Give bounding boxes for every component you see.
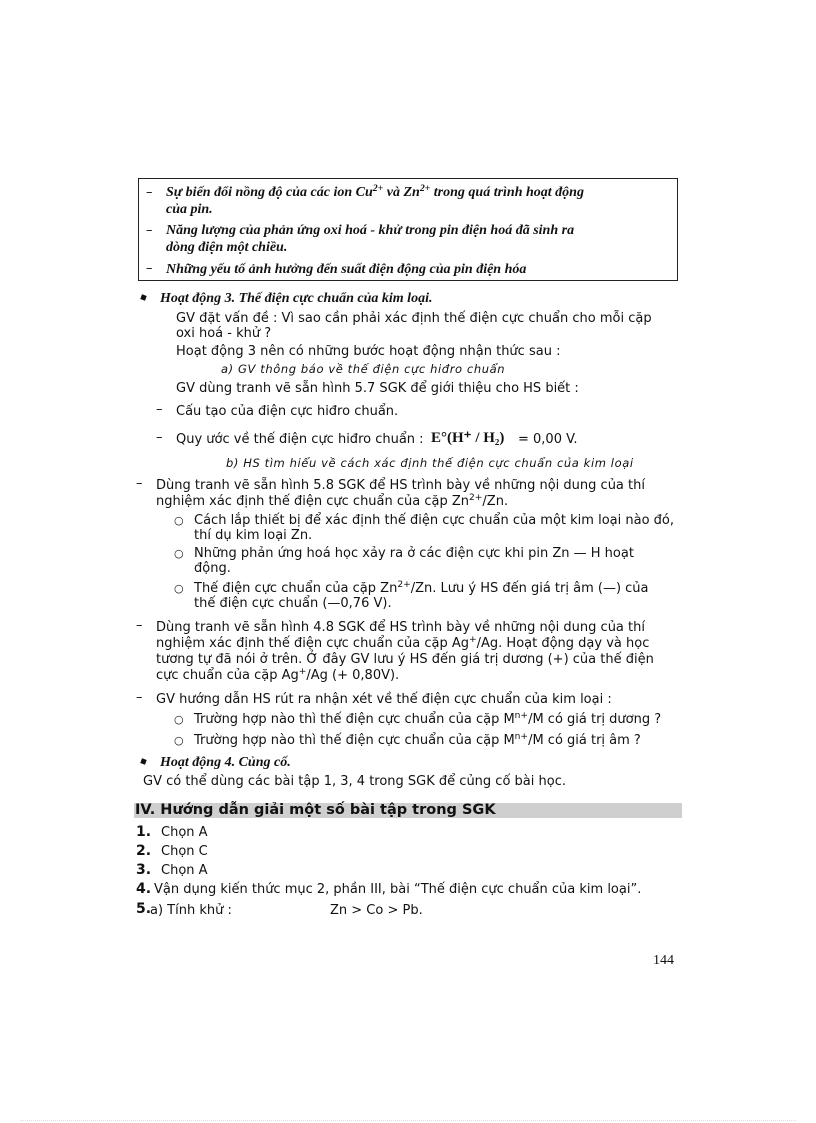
- bullet-dash: –: [136, 618, 143, 633]
- answer-text-extra: Zn > Co > Pb.: [330, 903, 423, 918]
- item-number: 5.: [136, 901, 152, 917]
- paragraph: nghiệm xác định thế điện cực chuẩn của cặp Ag+/Ag. Hoạt động dạy và học: [156, 635, 650, 651]
- list-item: động.: [194, 561, 231, 576]
- page-number: 144: [653, 953, 674, 968]
- list-item: Cách lắp thiết bị để xác định thế điện cực chuẩn của một kim loại nào đó,: [194, 513, 674, 528]
- formula-value: = 0,00 V.: [518, 432, 578, 447]
- section-heading: IV. Hướng dẫn giải một số bài tập trong SGK: [134, 803, 682, 818]
- square-bullet-icon: [140, 758, 146, 764]
- circle-bullet-icon: ○: [174, 734, 184, 747]
- paragraph: oxi hoá - khử ?: [176, 326, 272, 341]
- circle-bullet-icon: ○: [174, 713, 184, 726]
- list-item: Cấu tạo của điện cực hiđro chuẩn.: [176, 404, 399, 419]
- subheading-b: b) HS tìm hiểu về cách xác định thế điện cực chuẩn của kim loại: [226, 456, 634, 470]
- answer-text: a) Tính khử :: [150, 903, 232, 918]
- bullet-dash: –: [146, 185, 153, 200]
- bullet-dash: –: [136, 690, 143, 705]
- answer-text: Chọn C: [161, 844, 208, 859]
- item-number: 4.: [136, 881, 152, 897]
- list-item: Trường hợp nào thì thế điện cực chuẩn của cặp $M^{n+}/M$ có giá trị dương ?: [194, 711, 662, 727]
- box-item-1-line2: của pin.: [166, 202, 213, 217]
- paragraph: nghiệm xác định thế điện cực chuẩn của cặp $Zn^{2+}/Zn$.: [156, 493, 509, 509]
- activity3-title: Hoạt động 3. Thế điện cực chuẩn của kim loại.: [160, 291, 433, 306]
- paragraph: cực chuẩn của cặp Ag+/Ag (+ 0,80V).: [156, 667, 400, 683]
- list-item: thí dụ kim loại Zn.: [194, 528, 313, 543]
- answer-text: Vận dụng kiến thức mục 2, phần III, bài “Thế điện cực chuẩn của kim loại”.: [154, 882, 642, 897]
- bullet-dash: –: [146, 261, 153, 276]
- paragraph: GV có thể dùng các bài tập 1, 3, 4 trong SGK để củng cố bài học.: [143, 774, 566, 789]
- box-item-2-line2: dòng điện một chiều.: [166, 240, 288, 255]
- box-item-2: Năng lượng của phản ứng oxi hoá - khử trong pin điện hoá đã sinh ra: [166, 223, 575, 238]
- paragraph: tương tự đã nói ở trên. Ở đây GV lưu ý HS đến giá trị dương (+) của thế điện: [156, 652, 654, 667]
- bottom-divider: [20, 1120, 796, 1121]
- activity4-title: Hoạt động 4. Củng cố.: [160, 755, 291, 770]
- bullet-dash: –: [156, 402, 163, 417]
- paragraph: GV đặt vấn đề : Vì sao cần phải xác định thế điện cực chuẩn cho mỗi cặp: [176, 311, 652, 326]
- bullet-dash: –: [146, 223, 153, 238]
- square-bullet-icon: [140, 294, 146, 300]
- box-item-3: Những yếu tố ảnh hưởng đến suất điện động của pin điện hóa: [166, 262, 527, 277]
- paragraph: Dùng tranh vẽ sẵn hình 5.8 SGK để HS trình bày về những nội dung của thí: [156, 478, 645, 493]
- answer-text: Chọn A: [161, 863, 208, 878]
- subheading-a: a) GV thông báo về thế điện cực hiđro chuẩn: [221, 362, 506, 376]
- box-item-1: Sự biến đổi nồng độ của các ion $Cu^{2+}$ và $Zn^{2+}$ trong quá trình hoạt động: [166, 183, 584, 200]
- answer-text: Chọn A: [161, 825, 208, 840]
- item-number: 2.: [136, 843, 152, 859]
- item-number: 3.: [136, 862, 152, 878]
- item-number: 1.: [136, 824, 152, 840]
- list-item: Những phản ứng hoá học xảy ra ở các điện cực khi pin Zn — H hoạt: [194, 546, 634, 561]
- bullet-dash: –: [136, 476, 143, 491]
- paragraph: Dùng tranh vẽ sẵn hình 4.8 SGK để HS trình bày về những nội dung của thí: [156, 620, 645, 635]
- list-item: Thế điện cực chuẩn của cặp $Zn^{2+}/Zn$. Lưu ý HS đến giá trị âm (—) của: [194, 580, 649, 596]
- list-item: Trường hợp nào thì thế điện cực chuẩn của cặp $M^{n+}/M$ có giá trị âm ?: [194, 732, 641, 748]
- paragraph: Hoạt động 3 nên có những bước hoạt động nhận thức sau :: [176, 344, 561, 359]
- bullet-dash: –: [156, 430, 163, 445]
- circle-bullet-icon: ○: [174, 514, 184, 527]
- list-item: Quy ước về thế điện cực hiđro chuẩn :: [176, 432, 424, 447]
- circle-bullet-icon: ○: [174, 547, 184, 560]
- circle-bullet-icon: ○: [174, 582, 184, 595]
- list-item: thế điện cực chuẩn (—0,76 V).: [194, 596, 392, 611]
- paragraph: GV dùng tranh vẽ sẵn hình 5.7 SGK để giới thiệu cho HS biết :: [176, 381, 579, 396]
- formula: E°(H⁺ / H₂): [431, 430, 505, 446]
- paragraph: GV hướng dẫn HS rút ra nhận xét về thế điện cực chuẩn của kim loại :: [156, 692, 612, 707]
